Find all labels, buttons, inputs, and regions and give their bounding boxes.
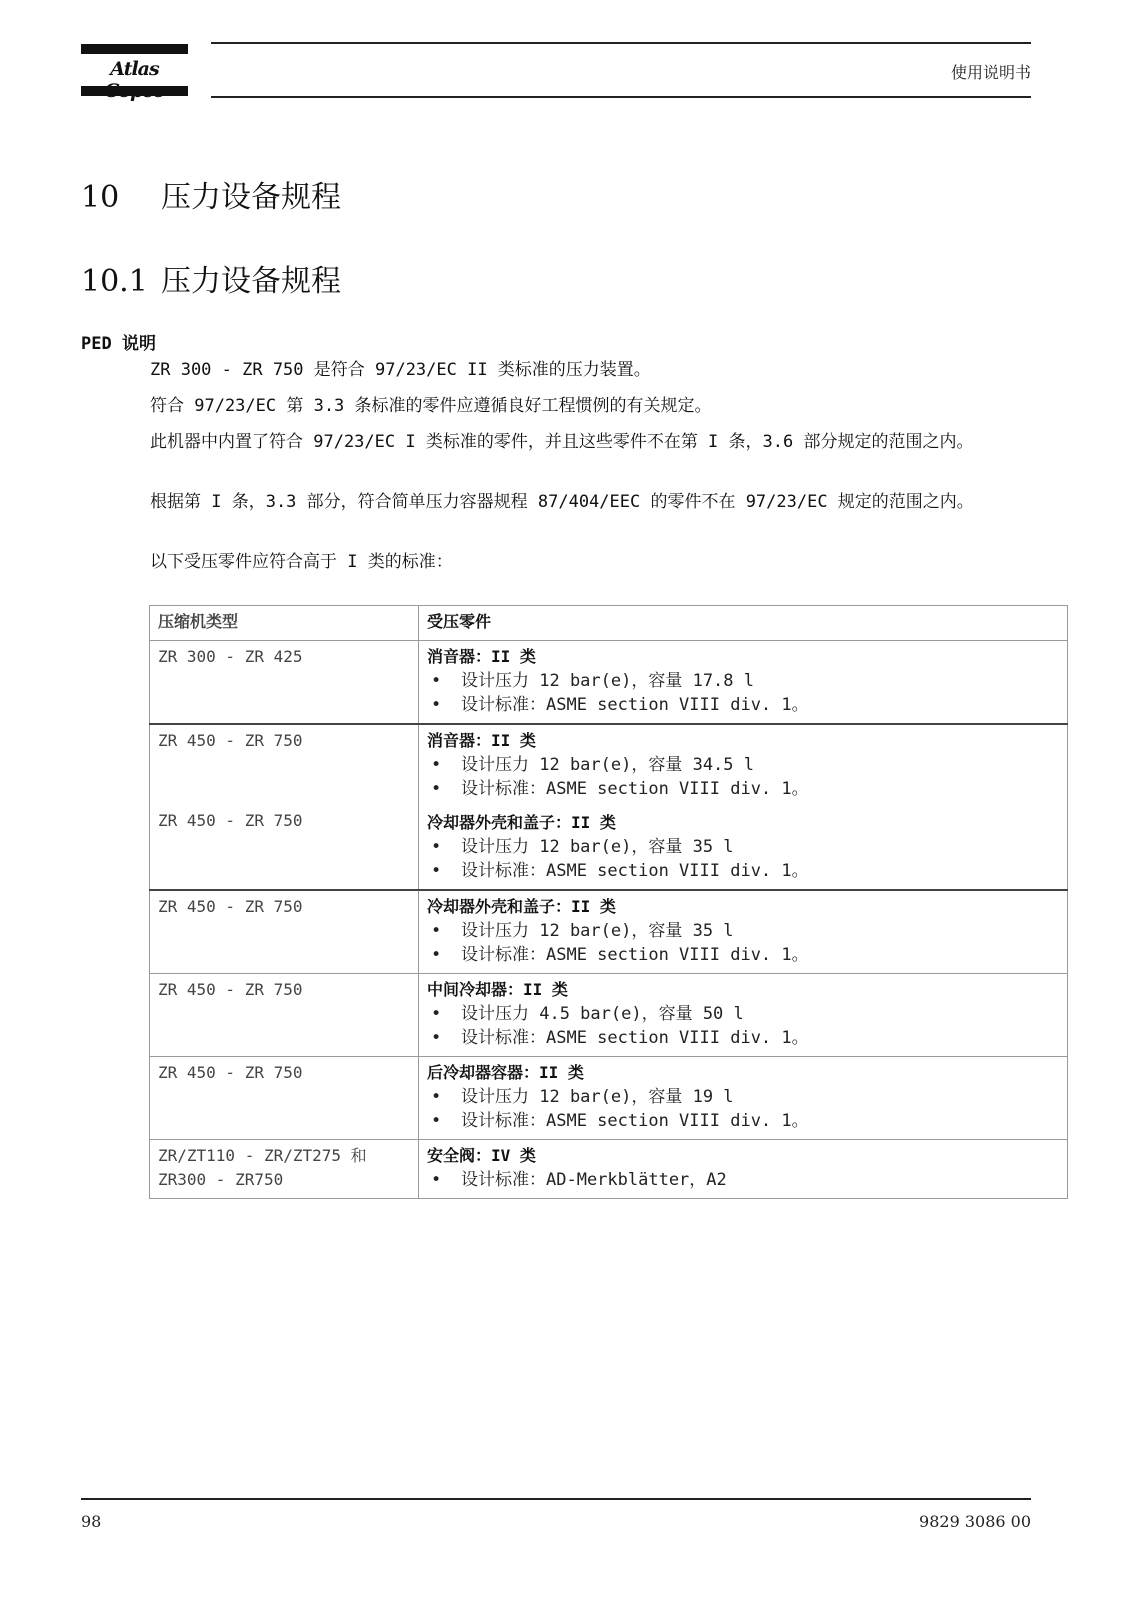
compressor-type-text: ZR 450 - ZR 750: [158, 731, 303, 750]
spec-list: [427, 1168, 1059, 1192]
chapter-title: 压力设备规程: [161, 180, 341, 215]
compressor-type-cell: ZR 450 - ZR 750: [150, 890, 419, 974]
document-number: 9829 3086 00: [919, 1512, 1031, 1531]
logo-bar-bottom: [81, 86, 188, 96]
spec-item: • 设计压力 4.5 bar(e)，容量 50 l: [427, 1002, 1059, 1026]
spec-list: [427, 835, 1059, 883]
header-rule-top: [211, 42, 1031, 44]
compressor-type-cell: [150, 724, 419, 890]
pressure-part-cell: [419, 890, 1068, 974]
compressor-type-cell: ZR 450 - ZR 750: [150, 974, 419, 1057]
spec-item: • 设计压力 12 bar(e)，容量 35 l: [427, 835, 1059, 859]
compressor-type-cell: ZR 300 - ZR 425: [150, 641, 419, 725]
pressure-part-cell: [419, 1057, 1068, 1140]
pressure-part-cell: [419, 1140, 1068, 1199]
paragraph-5: 以下受压零件应符合高于 I 类的标准：: [150, 552, 453, 572]
spec-item: • 设计标准：ASME section VIII div. 1。: [427, 859, 1059, 883]
header-pressure-parts: 受压零件: [419, 606, 1068, 641]
table-header-row: [150, 606, 1068, 641]
compressor-type-text: ZR 450 - ZR 750: [158, 811, 303, 830]
spec-item: • 设计压力 12 bar(e)，容量 35 l: [427, 919, 1059, 943]
document-type: 使用说明书: [950, 63, 1031, 82]
spec-list: [427, 669, 1059, 717]
spec-item: • 设计标准：ASME section VIII div. 1。: [427, 693, 1059, 717]
spec-item: • 设计标准：AD-Merkblätter，A2: [427, 1168, 1059, 1192]
spec-item: • 设计压力 12 bar(e)，容量 19 l: [427, 1085, 1059, 1109]
compressor-type-cell: ZR 450 - ZR 750: [150, 1057, 419, 1140]
table-row: [150, 641, 1068, 725]
subsection-heading: PED 说明: [81, 334, 156, 354]
table-row: [150, 1057, 1068, 1140]
pressure-part-cell: [419, 724, 1068, 890]
spec-list: [427, 1085, 1059, 1133]
spec-list: [427, 753, 1059, 801]
chapter-heading: [81, 172, 341, 216]
table-row: [150, 1140, 1068, 1199]
paragraph-2: 符合 97/23/EC 第 3.3 条标准的零件应遵循良好工程惯例的有关规定。: [150, 396, 712, 416]
table-row: [150, 890, 1068, 974]
paragraph-4: 根据第 I 条，3.3 部分，符合简单压力容器规程 87/404/EEC 的零件不在 97/23/EC 规定的范围之内。: [150, 492, 974, 512]
header-rule-bottom: [211, 96, 1031, 98]
logo-wordmark: Atlas: [110, 58, 159, 80]
section-heading: [81, 256, 341, 300]
spec-item: • 设计标准：ASME section VIII div. 1。: [427, 1109, 1059, 1133]
table-row: [150, 974, 1068, 1057]
part-name: 中间冷却器：II 类: [427, 980, 568, 999]
part-name: 冷却器外壳和盖子：II 类: [427, 897, 616, 916]
atlas-copco-logo: [81, 44, 188, 96]
spec-list: [427, 1002, 1059, 1050]
chapter-number: 10: [81, 180, 120, 215]
spec-list: [427, 919, 1059, 967]
part-name: 安全阀：IV 类: [427, 1146, 536, 1165]
footer-rule: [81, 1498, 1031, 1500]
spec-item: • 设计标准：ASME section VIII div. 1。: [427, 943, 1059, 967]
part-name: 消音器：II 类: [427, 731, 536, 750]
paragraph-3: 此机器中内置了符合 97/23/EC I 类标准的零件，并且这些零件不在第 I 条，3.6 部分规定的范围之内。: [150, 432, 974, 452]
section-number: 10.1: [81, 264, 148, 299]
spec-item: • 设计标准：ASME section VIII div. 1。: [427, 777, 1059, 801]
part-name: 消音器：II 类: [427, 647, 536, 666]
paragraph-1: ZR 300 - ZR 750 是符合 97/23/EC II 类标准的压力装置。: [150, 360, 651, 380]
spec-item: • 设计标准：ASME section VIII div. 1。: [427, 1026, 1059, 1050]
logo-bar-top: [81, 44, 188, 54]
header-compressor-type: 压缩机类型: [150, 606, 419, 641]
table-row: [150, 724, 1068, 890]
pressure-parts-table: [149, 605, 1068, 1199]
compressor-type-cell: ZR/ZT110 - ZR/ZT275 和 ZR300 - ZR750: [150, 1140, 419, 1199]
pressure-part-cell: [419, 641, 1068, 725]
part-name: 后冷却器容器：II 类: [427, 1063, 584, 1082]
page-number: 98: [81, 1512, 102, 1531]
part-name: 冷却器外壳和盖子：II 类: [427, 813, 616, 832]
section-title: 压力设备规程: [161, 264, 341, 299]
pressure-part-cell: [419, 974, 1068, 1057]
spec-item: • 设计压力 12 bar(e)，容量 17.8 l: [427, 669, 1059, 693]
spec-item: • 设计压力 12 bar(e)，容量 34.5 l: [427, 753, 1059, 777]
